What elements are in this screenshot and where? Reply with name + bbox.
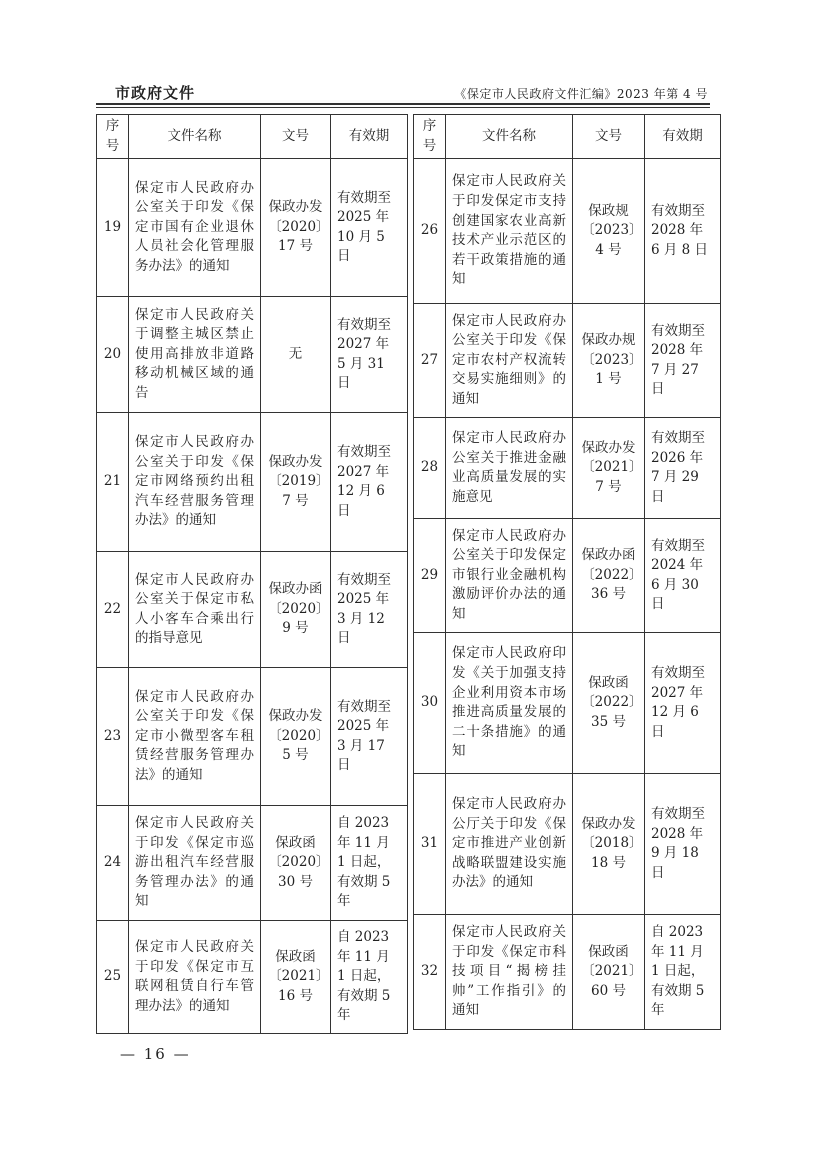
table-row [414, 418, 721, 519]
row-number: 21 [97, 413, 129, 552]
row-number: 20 [97, 297, 129, 413]
document-title: 保定市人民政府办公室关于印发《保定市网络预约出租汽车经营服务管理办法》的通知 [129, 413, 261, 552]
document-number: 保政办发〔2020〕17 号 [261, 159, 331, 297]
table-row [97, 806, 408, 921]
validity-period: 有效期至 2028 年 6 月 8 日 [645, 159, 721, 304]
document-title: 保定市人民政府办公室关于印发保定市银行业金融机构激励评价办法的通知 [446, 519, 573, 633]
table-row [97, 921, 408, 1034]
row-number: 24 [97, 806, 129, 921]
document-title: 保定市人民政府办公室关于印发《保定市国有企业退休人员社会化管理服务办法》的通知 [129, 159, 261, 297]
document-number: 保政规〔2023〕4 号 [573, 159, 645, 304]
document-title: 保定市人民政府办公室关于印发《保定市农村产权流转交易实施细则》的通知 [446, 304, 573, 418]
document-title: 保定市人民政府关于印发《保定市科技项目“揭榜挂帅”工作指引》的通知 [446, 915, 573, 1030]
validity-period: 有效期至 2025 年 3 月 12 日 [331, 552, 408, 668]
document-title: 保定市人民政府办公厅关于印发《保定市推进产业创新战略联盟建设实施办法》的通知 [446, 774, 573, 915]
column-header-validity: 有效期 [331, 115, 408, 159]
column-header-title: 文件名称 [129, 115, 261, 159]
table-row [414, 915, 721, 1030]
document-table-right [413, 114, 721, 1030]
document-title: 保定市人民政府关于印发《保定市互联网租赁自行车管理办法》的通知 [129, 921, 261, 1034]
column-header-wenhao: 文号 [261, 115, 331, 159]
header-rule [96, 103, 710, 105]
document-title: 保定市人民政府关于印发保定市支持创建国家农业高新技术产业示范区的若干政策措施的通知 [446, 159, 573, 304]
validity-period: 自 2023 年 11 月 1 日起，有效期 5 年 [331, 806, 408, 921]
document-number: 保政函〔2021〕16 号 [261, 921, 331, 1034]
document-table-left [96, 114, 408, 1034]
validity-period: 有效期至 2025 年 3 月 17 日 [331, 668, 408, 806]
document-title: 保定市人民政府办公室关于保定市私人小客车合乘出行的指导意见 [129, 552, 261, 668]
table-row [97, 159, 408, 297]
table-header-row [97, 115, 408, 159]
column-header-wenhao: 文号 [573, 115, 645, 159]
validity-period: 有效期至 2027 年 12 月 6 日 [331, 413, 408, 552]
column-header-validity: 有效期 [645, 115, 721, 159]
document-number: 保政函〔2021〕60 号 [573, 915, 645, 1030]
header-publication-title: 《保定市人民政府文件汇编》2023 年第 4 号 [454, 87, 708, 101]
validity-period: 自 2023 年 11 月 1 日起，有效期 5 年 [331, 921, 408, 1034]
table-row [97, 297, 408, 413]
page-number: — 16 — [120, 1045, 191, 1063]
table-row [414, 519, 721, 633]
validity-period: 有效期至 2028 年 9 月 18 日 [645, 774, 721, 915]
table-row [414, 304, 721, 418]
row-number: 27 [414, 304, 446, 418]
document-number: 保政办发〔2021〕7 号 [573, 418, 645, 519]
document-number: 无 [261, 297, 331, 413]
document-title: 保定市人民政府关于调整主城区禁止使用高排放非道路移动机械区域的通告 [129, 297, 261, 413]
document-number: 保政函〔2022〕35 号 [573, 633, 645, 774]
document-number: 保政办发〔2019〕7 号 [261, 413, 331, 552]
document-number: 保政办规〔2023〕1 号 [573, 304, 645, 418]
validity-period: 有效期至 2027 年 12 月 6 日 [645, 633, 721, 774]
validity-period: 有效期至 2024 年 6 月 30 日 [645, 519, 721, 633]
document-number: 保政函〔2020〕30 号 [261, 806, 331, 921]
document-title: 保定市人民政府关于印发《保定市巡游出租汽车经营服务管理办法》的通知 [129, 806, 261, 921]
column-header-title: 文件名称 [446, 115, 573, 159]
row-number: 22 [97, 552, 129, 668]
document-number: 保政办发〔2018〕18 号 [573, 774, 645, 915]
row-number: 32 [414, 915, 446, 1030]
column-header-seq: 序号 [97, 115, 129, 159]
row-number: 19 [97, 159, 129, 297]
document-title: 保定市人民政府办公室关于印发《保定市小微型客车租赁经营服务管理办法》的通知 [129, 668, 261, 806]
document-number: 保政办函〔2022〕36 号 [573, 519, 645, 633]
table-row [97, 413, 408, 552]
validity-period: 自 2023 年 11 月 1 日起，有效期 5 年 [645, 915, 721, 1030]
document-number: 保政办函〔2020〕9 号 [261, 552, 331, 668]
table-row [97, 552, 408, 668]
table-row [414, 159, 721, 304]
document-title: 保定市人民政府办公室关于推进金融业高质量发展的实施意见 [446, 418, 573, 519]
document-number: 保政办发〔2020〕5 号 [261, 668, 331, 806]
document-title: 保定市人民政府印发《关于加强支持企业利用资本市场推进高质量发展的二十条措施》的通知 [446, 633, 573, 774]
table-row [414, 774, 721, 915]
table-row [414, 633, 721, 774]
table-header-row [414, 115, 721, 159]
row-number: 29 [414, 519, 446, 633]
header-rule-thin [96, 107, 710, 108]
validity-period: 有效期至 2025 年 10 月 5 日 [331, 159, 408, 297]
row-number: 28 [414, 418, 446, 519]
row-number: 31 [414, 774, 446, 915]
table-row [97, 668, 408, 806]
validity-period: 有效期至 2028 年 7 月 27 日 [645, 304, 721, 418]
row-number: 26 [414, 159, 446, 304]
row-number: 23 [97, 668, 129, 806]
header-section-label: 市政府文件 [115, 84, 196, 102]
row-number: 25 [97, 921, 129, 1034]
column-header-seq: 序号 [414, 115, 446, 159]
row-number: 30 [414, 633, 446, 774]
validity-period: 有效期至 2026 年 7 月 29 日 [645, 418, 721, 519]
validity-period: 有效期至 2027 年 5 月 31 日 [331, 297, 408, 413]
